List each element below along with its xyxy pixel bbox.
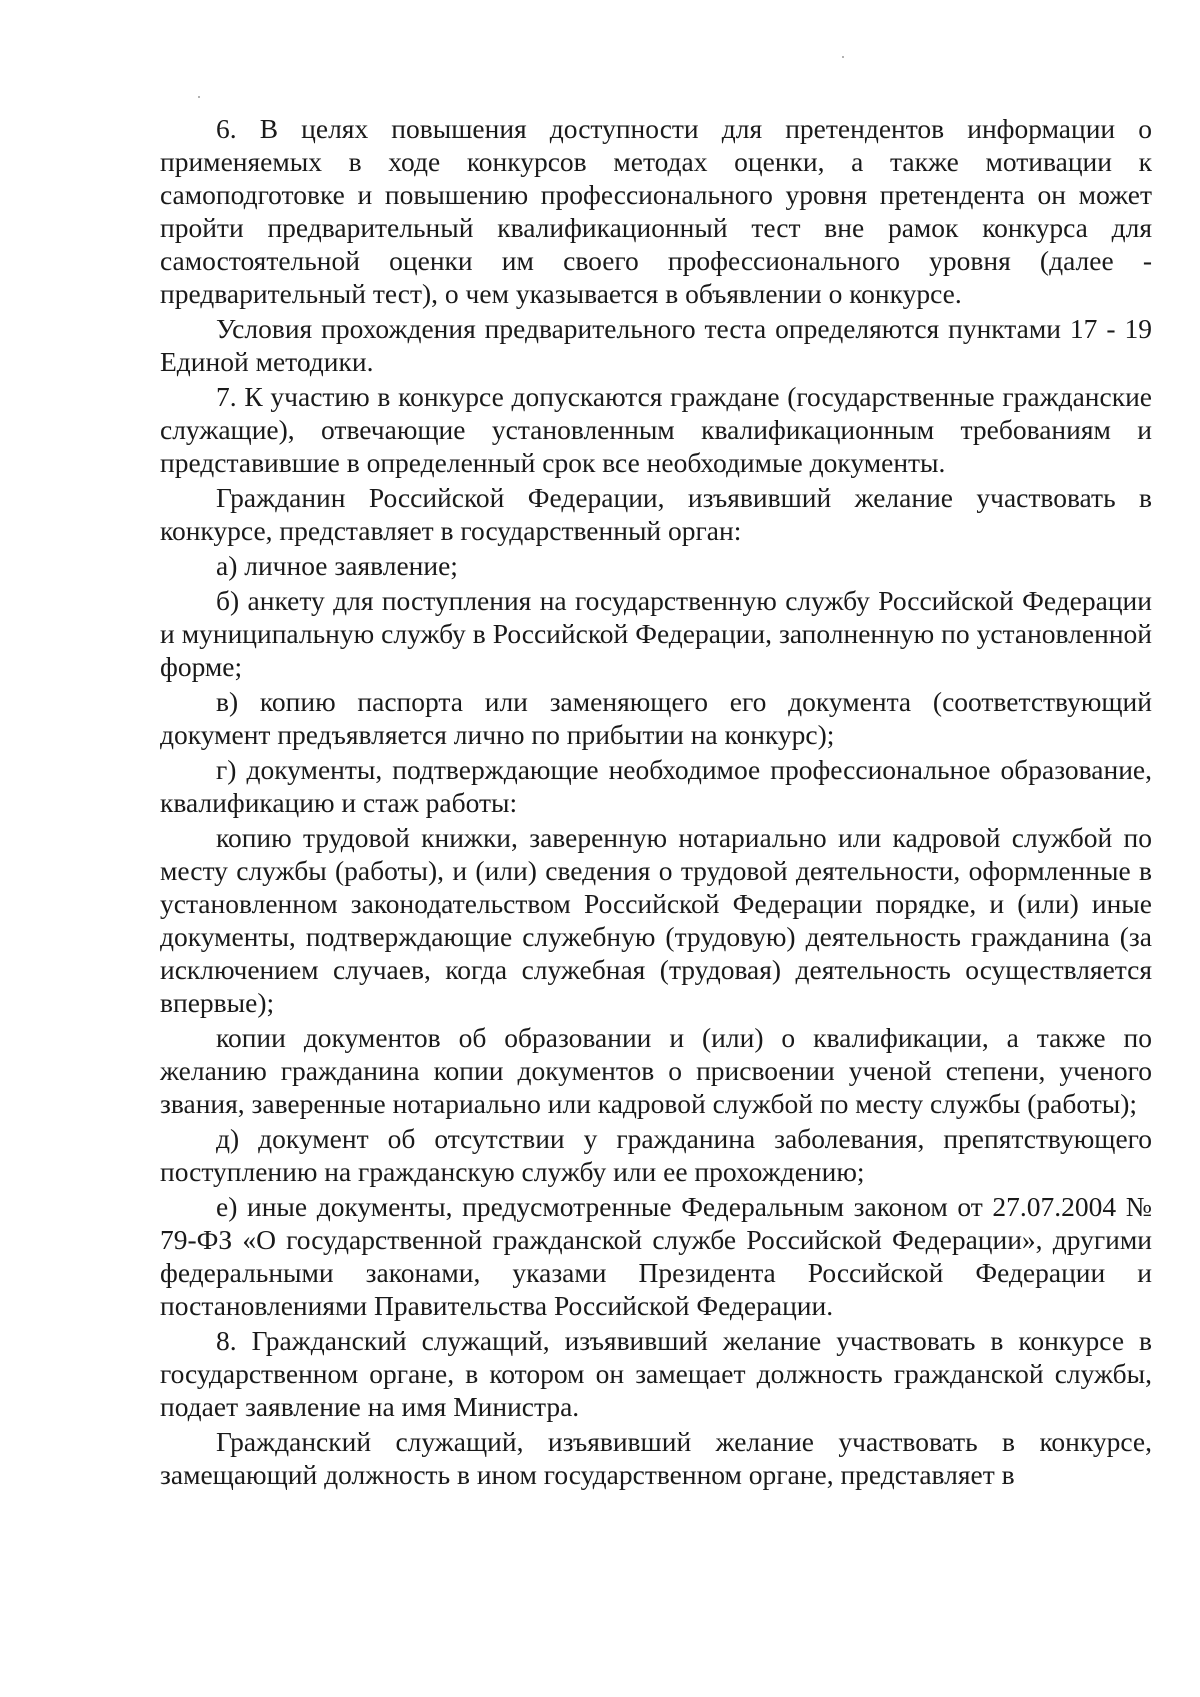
list-item-v: в) копию паспорта или заменяющего его документа (соответствующий документ предъявляется лично по прибытии на конкурс); xyxy=(160,686,1152,750)
paragraph-citizen-submits: Гражданин Российской Федерации, изъявивший желание участвовать в конкурсе, представляет в государственный орган: xyxy=(160,482,1152,546)
paragraph-other-agency: Гражданский служащий, изъявивший желание участвовать в конкурсе, замещающий должность в ином государственном органе, представляет в xyxy=(160,1426,1152,1490)
list-item-d: д) документ об отсутствии у гражданина заболевания, препятствующего поступлению на гражданскую службу или ее прохождению; xyxy=(160,1123,1152,1187)
paragraph-6-preliminary-test: 6. В целях повышения доступности для претендентов информации о применяемых в ходе конкурсов методах оценки, а также мотивации к самоподготовке и повышению профессионального уровня претендента он может пройти предварительный квалификационный тест вне рамок конкурса для самостоятельной оценки им своего профессионального уровня (далее - предварительный тест), о чем указывается в объявлении о конкурсе. xyxy=(160,113,1152,309)
list-item-e: е) иные документы, предусмотренные Федеральным законом от 27.07.2004 № 79-ФЗ «О государственной гражданской службе Российской Федерации», другими федеральными законами, указами Президента Российской Федерации и постановлениями Правительства Российской Федерации. xyxy=(160,1191,1152,1321)
paragraph-7-admission: 7. К участию в конкурсе допускаются граждане (государственные гражданские служащие), отвечающие установленным квалификационным требованиям и представившие в определенный срок все необходимые документы. xyxy=(160,381,1152,478)
list-item-a: а) личное заявление; xyxy=(216,550,458,581)
paragraph-test-conditions: Условия прохождения предварительного теста определяются пунктами 17 - 19 Единой методики. xyxy=(160,313,1152,377)
scan-speck xyxy=(198,96,200,98)
list-item-g: г) документы, подтверждающие необходимое профессиональное образование, квалификацию и стаж работы: xyxy=(160,754,1152,818)
list-item-g-education-documents: копии документов об образовании и (или) о квалификации, а также по желанию гражданина копии документов о присвоении ученой степени, ученого звания, заверенные нотариально или кадровой службой по месту службы (работы); xyxy=(160,1022,1152,1119)
paragraph-8-civil-servant: 8. Гражданский служащий, изъявивший желание участвовать в конкурсе в государственном органе, в котором он замещает должность гражданской службы, подает заявление на имя Министра. xyxy=(160,1325,1152,1422)
list-item-b: б) анкету для поступления на государственную службу Российской Федерации и муниципальную службу в Российской Федерации, заполненную по установленной форме; xyxy=(160,585,1152,682)
list-item-g-employment-record: копию трудовой книжки, заверенную нотариально или кадровой службой по месту службы (работы), и (или) сведения о трудовой деятельности, оформленные в установленном законодательством Российской Федерации порядке, и (или) иные документы, подтверждающие служебную (трудовую) деятельность гражданина (за исключением случаев, когда служебная (трудовая) деятельность осуществляется впервые); xyxy=(160,822,1152,1018)
document-page xyxy=(160,112,1152,1491)
scan-speck xyxy=(842,56,844,58)
